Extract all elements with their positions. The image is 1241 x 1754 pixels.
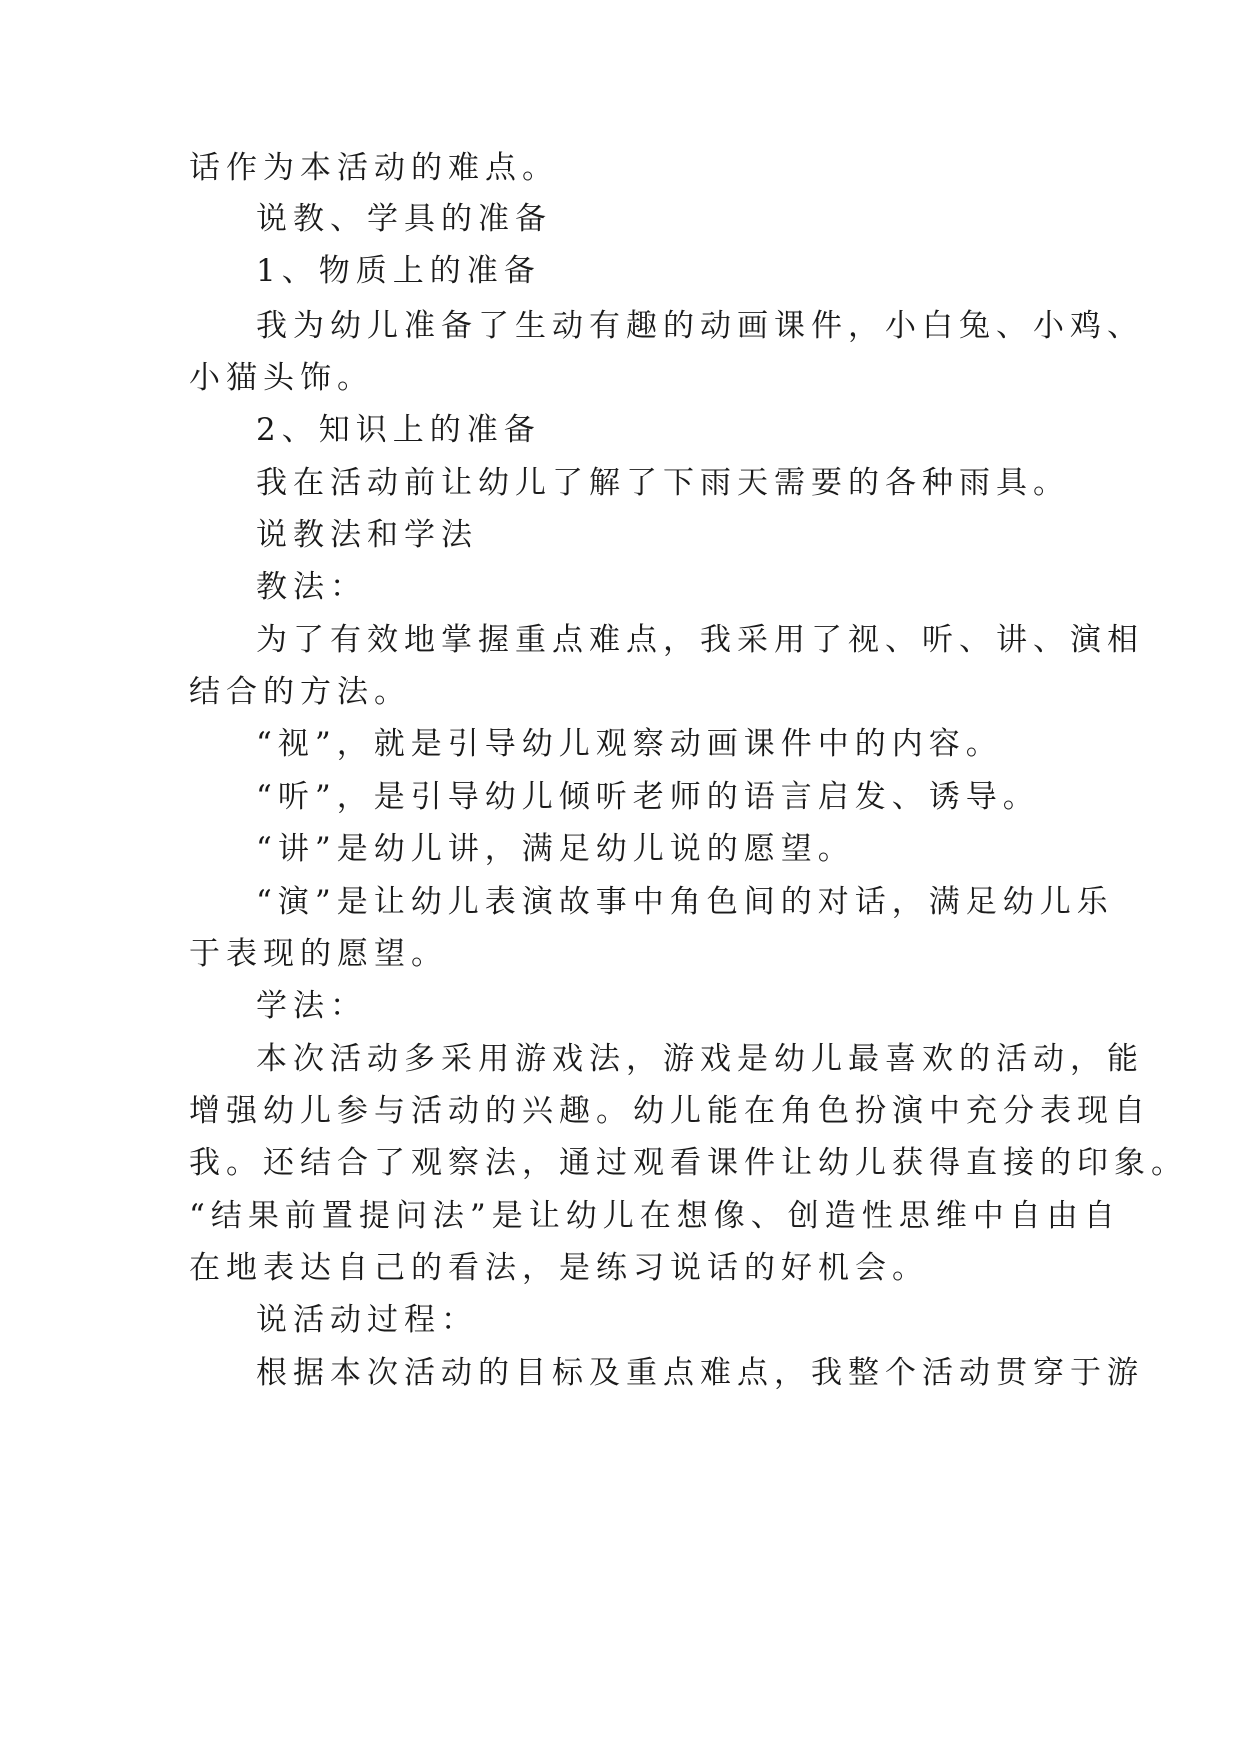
text-line: 本次活动多采用游戏法，游戏是幼儿最喜欢的活动，能: [256, 1041, 1144, 1077]
section-heading: 说活动过程：: [256, 1302, 478, 1338]
text-line: “讲”是幼儿讲，满足幼儿说的愿望。: [256, 831, 855, 867]
subsection-heading: 1、物质上的准备: [256, 253, 541, 289]
section-heading: 说教、学具的准备: [256, 201, 552, 237]
text-line: 我。还结合了观察法，通过观看课件让幼儿获得直接的印象。: [189, 1145, 1188, 1181]
text-line: “演”是让幼儿表演故事中角色间的对话，满足幼儿乐: [256, 884, 1114, 920]
subsection-heading: 教法：: [256, 569, 367, 605]
text-line: 增强幼儿参与活动的兴趣。幼儿能在角色扮演中充分表现自: [189, 1093, 1151, 1129]
text-line: “结果前置提问法”是让幼儿在想像、创造性思维中自由自: [189, 1198, 1121, 1234]
text-line: 我为幼儿准备了生动有趣的动画课件，小白兔、小鸡、: [256, 308, 1144, 344]
subsection-heading: 学法：: [256, 988, 367, 1024]
text-line: 小猫头饰。: [189, 360, 374, 396]
text-line: 于表现的愿望。: [189, 936, 448, 972]
section-heading: 说教法和学法: [256, 517, 478, 553]
text-line: 根据本次活动的目标及重点难点，我整个活动贯穿于游: [256, 1355, 1144, 1391]
text-line: “视”，就是引导幼儿观察动画课件中的内容。: [256, 726, 1003, 762]
text-line: “听”，是引导幼儿倾听老师的语言启发、诱导。: [256, 779, 1040, 815]
text-line: 在地表达自己的看法，是练习说话的好机会。: [189, 1250, 929, 1286]
text-line: 我在活动前让幼儿了解了下雨天需要的各种雨具。: [256, 465, 1070, 501]
subsection-heading: 2、知识上的准备: [256, 412, 541, 448]
text-line: 为了有效地掌握重点难点，我采用了视、听、讲、演相: [256, 622, 1144, 658]
text-line: 结合的方法。: [189, 674, 411, 710]
text-line: 话作为本活动的难点。: [189, 150, 559, 186]
